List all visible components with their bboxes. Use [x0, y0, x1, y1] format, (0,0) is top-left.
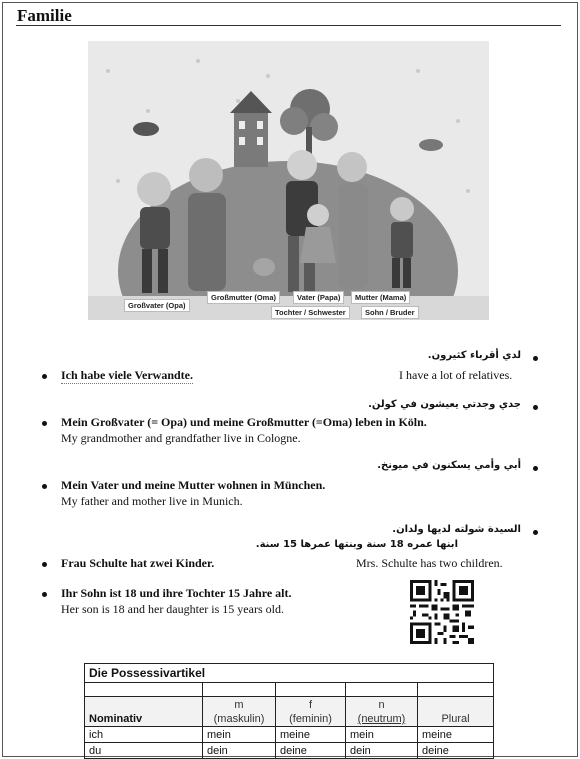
arabic-sentence-4a: السيدة شولته لديها ولدان. — [392, 524, 521, 535]
cell-pronoun: du — [85, 743, 203, 759]
label-mother: Mutter (Mama) — [351, 291, 410, 304]
bullet-arabic-1 — [533, 356, 538, 361]
table-row — [85, 743, 494, 759]
header-m: m — [234, 699, 244, 711]
german-sentence-5: Ihr Sohn ist 18 und ihre Tochter 15 Jahre alt. — [61, 586, 292, 600]
cell-n: dein — [346, 743, 418, 759]
arabic-sentence-2: جدي وجدتي يعيشون في كولن. — [368, 399, 521, 410]
arabic-sentence-3: أبي وأمي يسكنون في ميونخ. — [377, 460, 521, 471]
english-sentence-2: My grandmother and grandfather live in Cologne. — [61, 431, 301, 445]
english-sentence-1: I have a lot of relatives. — [399, 368, 513, 382]
arabic-sentence-1: لدي أقرباء كثيرون. — [427, 350, 521, 361]
header-nominativ: Nominativ — [85, 697, 203, 727]
cell-pl: deine — [418, 743, 494, 759]
cell-f: deine — [276, 743, 346, 759]
english-sentence-3: My father and mother live in Munich. — [61, 494, 243, 508]
cell-pronoun: ich — [85, 727, 203, 743]
header-neuter — [346, 697, 418, 727]
cell-f: meine — [276, 727, 346, 743]
german-sentence-4: Frau Schulte hat zwei Kinder. — [61, 556, 215, 570]
label-daughter: Tochter / Schwester — [271, 306, 350, 319]
qr-code[interactable] — [410, 580, 474, 644]
page-title: Familie — [17, 6, 72, 25]
header-feminine — [276, 697, 346, 727]
label-grandfather: Großvater (Opa) — [124, 299, 190, 312]
header-plural: Plural — [418, 697, 494, 727]
english-sentence-5: Her son is 18 and her daughter is 15 years old. — [61, 602, 284, 616]
title-divider — [16, 25, 561, 26]
table-row — [85, 727, 494, 743]
table-title: Die Possessivartikel — [85, 664, 494, 683]
label-father: Vater (Papa) — [293, 291, 344, 304]
header-f: f — [308, 699, 313, 711]
cell-m: mein — [203, 727, 276, 743]
bullet-5 — [42, 592, 47, 597]
table-header-row — [85, 697, 494, 727]
bullet-arabic-4 — [533, 530, 538, 535]
header-f-sub: (feminin) — [289, 713, 332, 725]
german-sentence-3: Mein Vater und meine Mutter wohnen in München. — [61, 478, 326, 492]
possessive-articles-table — [84, 663, 494, 759]
bullet-1 — [42, 374, 47, 379]
bullet-2 — [42, 421, 47, 426]
arabic-sentence-4b: ابنها عمره 18 سنة وبنتها عمرها 15 سنة. — [255, 539, 458, 550]
header-n-sub: (neutrum) — [357, 713, 406, 725]
table-spacer-row — [85, 683, 494, 697]
cell-m: dein — [203, 743, 276, 759]
bullet-arabic-3 — [533, 466, 538, 471]
german-sentence-1: Ich habe viele Verwandte. — [61, 368, 193, 382]
bullet-3 — [42, 484, 47, 489]
english-sentence-4: Mrs. Schulte has two children. — [356, 556, 503, 570]
cell-n: mein — [346, 727, 418, 743]
label-grandmother: Großmutter (Oma) — [207, 291, 280, 304]
header-m-sub: (maskulin) — [213, 713, 265, 725]
label-son: Sohn / Bruder — [361, 306, 419, 319]
bullet-arabic-2 — [533, 405, 538, 410]
header-masculine — [203, 697, 276, 727]
family-illustration — [88, 41, 489, 320]
german-sentence-2: Mein Großvater (= Opa) und meine Großmutter (=Oma) leben in Köln. — [61, 415, 427, 429]
header-n: n — [378, 699, 385, 711]
bullet-4 — [42, 562, 47, 567]
cell-pl: meine — [418, 727, 494, 743]
